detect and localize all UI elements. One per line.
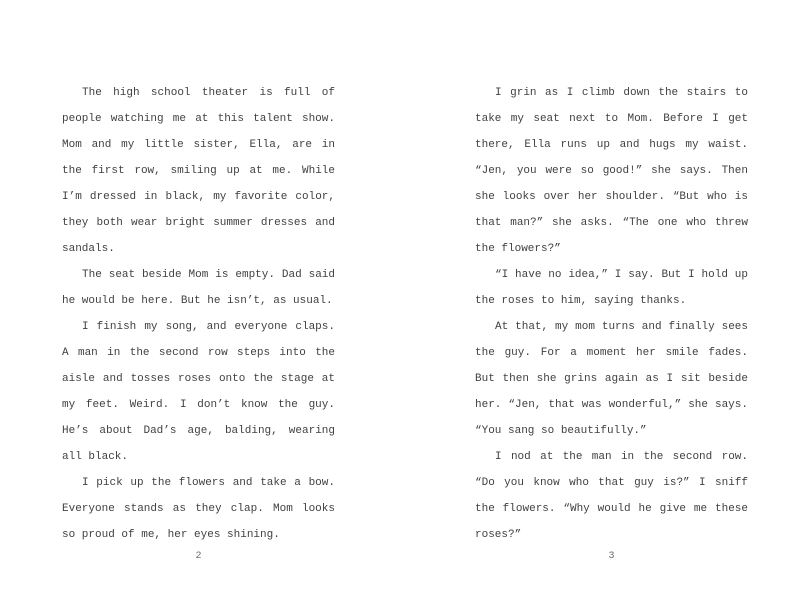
paragraph: I pick up the flowers and take a bow. Everyone stands as they clap. Mom looks so proud of me, her eyes shining. <box>62 477 335 541</box>
paragraph: I nod at the man in the second row. “Do you know who that guy is?” I sniff the flowers. “Why would he give me these roses?” <box>475 451 748 541</box>
left-page-number: 2 <box>195 551 202 562</box>
left-page-text <box>62 0 335 548</box>
paragraph: I finish my song, and everyone claps. A man in the second row steps into the aisle and tosses roses onto the stage at my feet. Weird. I don’t know the guy. He’s about Dad’s age, balding, wearing all black. <box>62 321 335 463</box>
paragraph: I grin as I climb down the stairs to take my seat next to Mom. Before I get there, Ella runs up and hugs my waist. “Jen, you were so good!” she says. Then she looks over her shoulder. “But who is that man?” she asks. “The one who threw the flowers?” <box>475 87 748 255</box>
right-page-number: 3 <box>608 551 615 562</box>
paragraph: The seat beside Mom is empty. Dad said he would be here. But he isn’t, as usual. <box>62 269 335 307</box>
paragraph: At that, my mom turns and finally sees the guy. For a moment her smile fades. But then she grins again as I sit beside her. “Jen, that was wonderful,” she says. “You sang so beautifully.” <box>475 321 748 437</box>
left-page <box>62 0 335 608</box>
paragraph: The high school theater is full of people watching me at this talent show. Mom and my little sister, Ella, are in the first row, smiling up at me. While I’m dressed in black, my favorite color, they both wear bright summer dresses and sandals. <box>62 87 335 255</box>
right-page <box>475 0 748 608</box>
right-page-text <box>475 0 748 548</box>
paragraph: “I have no idea,” I say. But I hold up the roses to him, saying thanks. <box>475 269 748 307</box>
